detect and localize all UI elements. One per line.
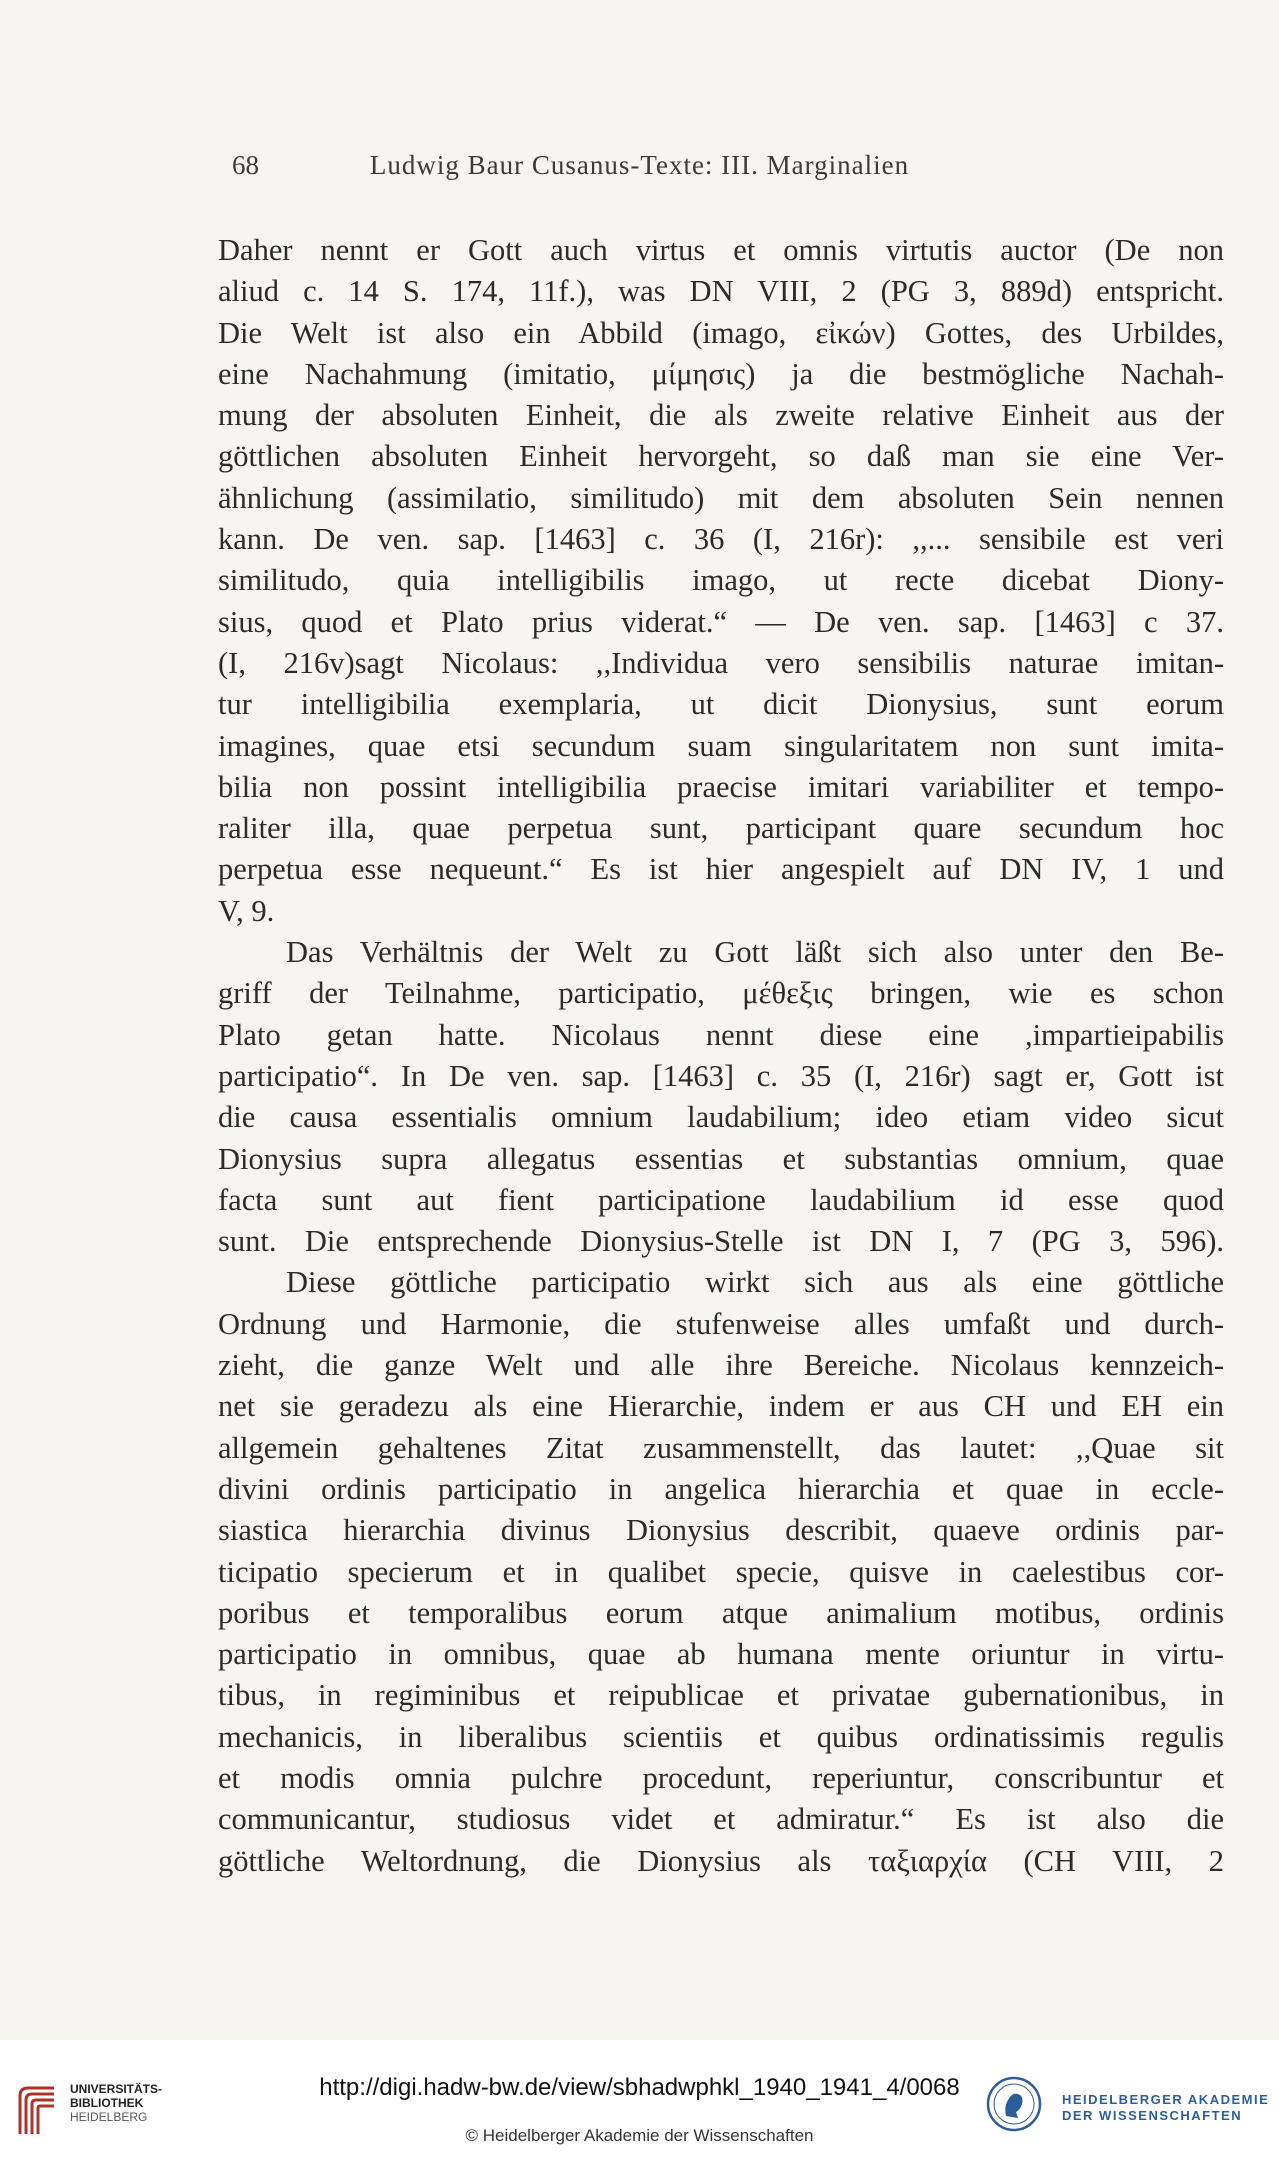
footer-bar [0, 2040, 1279, 2160]
text-line: et modis omnia pulchre procedunt, reperiuntur, conscribuntur et [218, 1760, 1224, 1795]
academy-name-line: HEIDELBERGER AKADEMIE [1062, 2092, 1270, 2107]
text-line: Ordnung und Harmonie, die stufenweise alles umfaßt und durch- [218, 1306, 1224, 1341]
academy-seal-logo [986, 2076, 1042, 2132]
text-line: griff der Teilnahme, participatio, μέθεξις bringen, wie es schon [218, 976, 1224, 1011]
copyright-notice: © Heidelberger Akademie der Wissenschaften [465, 2126, 814, 2145]
text-line: zieht, die ganze Welt und alle ihre Bereiche. Nicolaus kennzeich- [218, 1348, 1224, 1383]
text-line: tibus, in regiminibus et reipublicae et privatae gubernationibus, in [218, 1678, 1224, 1713]
body-text [218, 230, 1224, 1882]
text-line: communicantur, studiosus videt et admiratur.“ Es ist also die [218, 1802, 1224, 1837]
text-line: divini ordinis participatio in angelica hierarchia et quae in eccle- [218, 1471, 1224, 1506]
text-line: participatio“. In De ven. sap. [1463] c. 35 (I, 216r) sagt er, Gott ist [218, 1058, 1224, 1093]
text-line: perpetua esse nequeunt.“ Es ist hier angespielt auf DN IV, 1 und [218, 852, 1224, 887]
text-line: göttlichen absoluten Einheit hervorgeht, so daß man sie eine Ver- [218, 439, 1224, 474]
text-line: imagines, quae etsi secundum suam singularitatem non sunt imita- [218, 728, 1224, 763]
text-line: allgemein gehaltenes Zitat zusammenstellt, das lautet: ,,Quae sit [218, 1430, 1224, 1465]
running-title: Ludwig Baur Cusanus-Texte: III. Marginalien [369, 150, 910, 180]
text-line: göttliche Weltordnung, die Dionysius als ταξιαρχία (CH VIII, 2 [218, 1843, 1224, 1878]
text-line: Daher nennt er Gott auch virtus et omnis virtutis auctor (De non [218, 233, 1224, 267]
text-line: similitudo, quia intelligibilis imago, ut recte dicebat Diony- [218, 563, 1224, 598]
text-line: net sie geradezu als eine Hierarchie, indem er aus CH und EH ein [218, 1389, 1224, 1424]
text-line: tur intelligibilia exemplaria, ut dicit Dionysius, sunt eorum [218, 687, 1224, 722]
text-line: mechanicis, in liberalibus scientiis et quibus ordinatissimis regulis [218, 1719, 1224, 1754]
text-line: facta sunt aut fient participatione laudabilium id esse quod [218, 1182, 1224, 1217]
text-line: Plato getan hatte. Nicolaus nennt diese eine ,impartieipabilis [218, 1017, 1224, 1052]
academy-name-line: DER WISSENSCHAFTEN [1062, 2108, 1243, 2123]
text-line: (I, 216v)sagt Nicolaus: ,,Individua vero sensibilis naturae imitan- [218, 645, 1224, 680]
permalink[interactable]: http://digi.hadw-bw.de/view/sbhadwphkl_1940_1941_4/0068 [319, 2074, 960, 2101]
text-line: V, 9. [218, 893, 275, 928]
page-header [0, 150, 1279, 190]
library-name-line: BIBLIOTHEK [70, 2096, 144, 2110]
text-line: die causa essentialis omnium laudabilium; ideo etiam video sicut [218, 1100, 1224, 1135]
page-number: 68 [232, 150, 259, 180]
text-line: Diese göttliche participatio wirkt sich aus als eine göttliche [286, 1265, 1224, 1300]
text-line: ähnlichung (assimilatio, similitudo) mit dem absoluten Sein nennen [218, 480, 1224, 515]
text-line: sius, quod et Plato prius viderat.“ — De ven. sap. [1463] c 37. [218, 604, 1224, 639]
text-line: ticipatio specierum et in qualibet specie, quisve in caelestibus cor- [218, 1554, 1224, 1589]
text-line: participatio in omnibus, quae ab humana mente oriuntur in virtu- [218, 1637, 1224, 1672]
academy-name [1062, 2092, 1269, 2124]
text-line: aliud c. 14 S. 174, 11f.), was DN VIII, 2 (PG 3, 889d) entspricht. [218, 274, 1224, 309]
text-line: sunt. Die entsprechende Dionysius-Stelle ist DN I, 7 (PG 3, 596). [218, 1224, 1224, 1259]
library-name-line: HEIDELBERG [70, 2110, 148, 2124]
text-line: kann. De ven. sap. [1463] c. 36 (I, 216r): ,,... sensibile est veri [218, 522, 1224, 557]
text-line: bilia non possint intelligibilia praecise imitari variabiliter et tempo- [218, 769, 1224, 804]
text-line: mung der absoluten Einheit, die als zweite relative Einheit aus der [218, 398, 1224, 433]
text-line: Die Welt ist also ein Abbild (imago, εἰκών) Gottes, des Urbildes, [218, 315, 1224, 350]
library-name-line: UNIVERSITÄTS- [70, 2082, 163, 2096]
text-line: raliter illa, quae perpetua sunt, participant quare secundum hoc [218, 811, 1224, 846]
text-line: Dionysius supra allegatus essentias et substantias omnium, quae [218, 1141, 1224, 1176]
text-line: siastica hierarchia divinus Dionysius describit, quaeve ordinis par- [218, 1513, 1224, 1548]
text-line: Das Verhältnis der Welt zu Gott läßt sich also unter den Be- [286, 935, 1224, 970]
text-line: poribus et temporalibus eorum atque animalium motibus, ordinis [218, 1595, 1224, 1630]
text-line: eine Nachahmung (imitatio, μίμησις) ja die bestmögliche Nachah- [218, 356, 1224, 391]
